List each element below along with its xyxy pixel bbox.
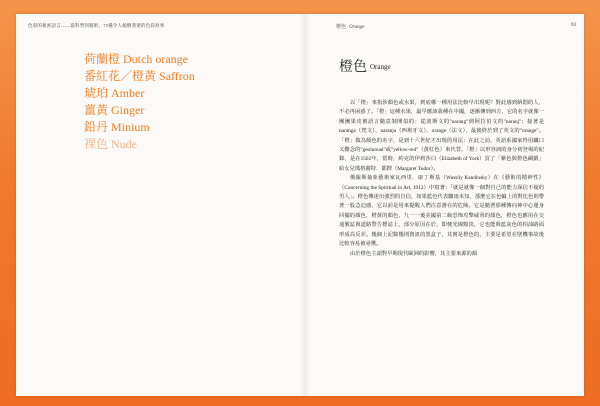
section-heading xyxy=(339,56,391,76)
book-spread xyxy=(16,14,584,396)
color-item-nude: 裸色 Nude xyxy=(84,137,138,151)
running-header-left: 色彩的秘密語言——從科學到藝術，75種令人傾倒著迷的色彩故事 xyxy=(28,23,165,28)
color-item-dutch-orange: 荷蘭橙 Dutch orange xyxy=(84,52,188,66)
color-name-list xyxy=(84,51,195,153)
body-text xyxy=(339,99,544,259)
paragraph: 俄羅斯抽象藝術家瓦西里．康丁斯基（Wassily Kandinsky）在《藝術的精神性》（Concerning the Spiritual in Art, 1912）中寫著：「就是就像一個對自己的能力深信不疑的男人」。橙色傳達出強烈的自信，如果藍色代表驟雨未知，那麼它在色輪上的對比色則帶著一股急迫感，它以前是用來提醒人們注意潛在的危險。它是隨著那種傳向神中心運身回擺的顏色，橙黃的顏色，九一一後美國第二級恐怖攻擊威脅的顏色，橙色也應用在交通號誌與道路警告標誌上，部分原因在於，即便光線黯淡，它也能與藍灰色的柏油路面形成高反差。幾個上記錄幾則資訊的黑盒子，其實是橙色的，主要是希望在墜機事故後比較容易被尋獲。 xyxy=(339,175,544,248)
running-header-title: 橙色 xyxy=(336,25,347,30)
paragraph: 由於橙色主頭對早期現代歐洲的影響，其主要來源的顏 xyxy=(350,250,478,257)
page-number: 93 xyxy=(571,23,576,28)
color-item-amber: 琥珀 Amber xyxy=(84,86,145,100)
heading-zh: 橙色 xyxy=(339,60,367,75)
color-item-ginger: 薑黃 Ginger xyxy=(84,103,145,117)
book-spine xyxy=(300,14,310,396)
running-header-title-en: Orange xyxy=(349,25,365,30)
color-item-saffron: 番紅花／橙黃 Saffron xyxy=(84,69,195,83)
heading-en: Orange xyxy=(370,63,391,71)
paragraph: 以「橙」來指涉顏色或水果，到底哪一種用法比較早出現呢？對此感到納悶的人，不必再困惑了。「橙」這種水果，最早應該栽種在中國，逐漸傳到西方，它的名字就像一團團果皮被語言隨意剝開似的：從波斯文的"narang"到阿拉伯文的"naranj"；接著是naranga（梵文）、naranja（西班牙文）、orange（法文），最後終於到了英文的"orange"。「橙」做為顏色的名字，是到十六世紀才出現的用法：在此之前，英語系國家得用纖口又難念的"geoluread"或"yellow-red"（黃紅色）來代替。「橙」以形容詞的身分初登場的紀錄，是在1502年，當時，約克的伊莉莎白（Elizabeth of York）買了「紫色與橙色綢緞」給女兒瑪格麗特．都鐸（Margaret Tudor）。 xyxy=(339,100,544,172)
running-header-right xyxy=(336,23,364,30)
color-item-minium: 鉛丹 Minium xyxy=(84,120,150,134)
